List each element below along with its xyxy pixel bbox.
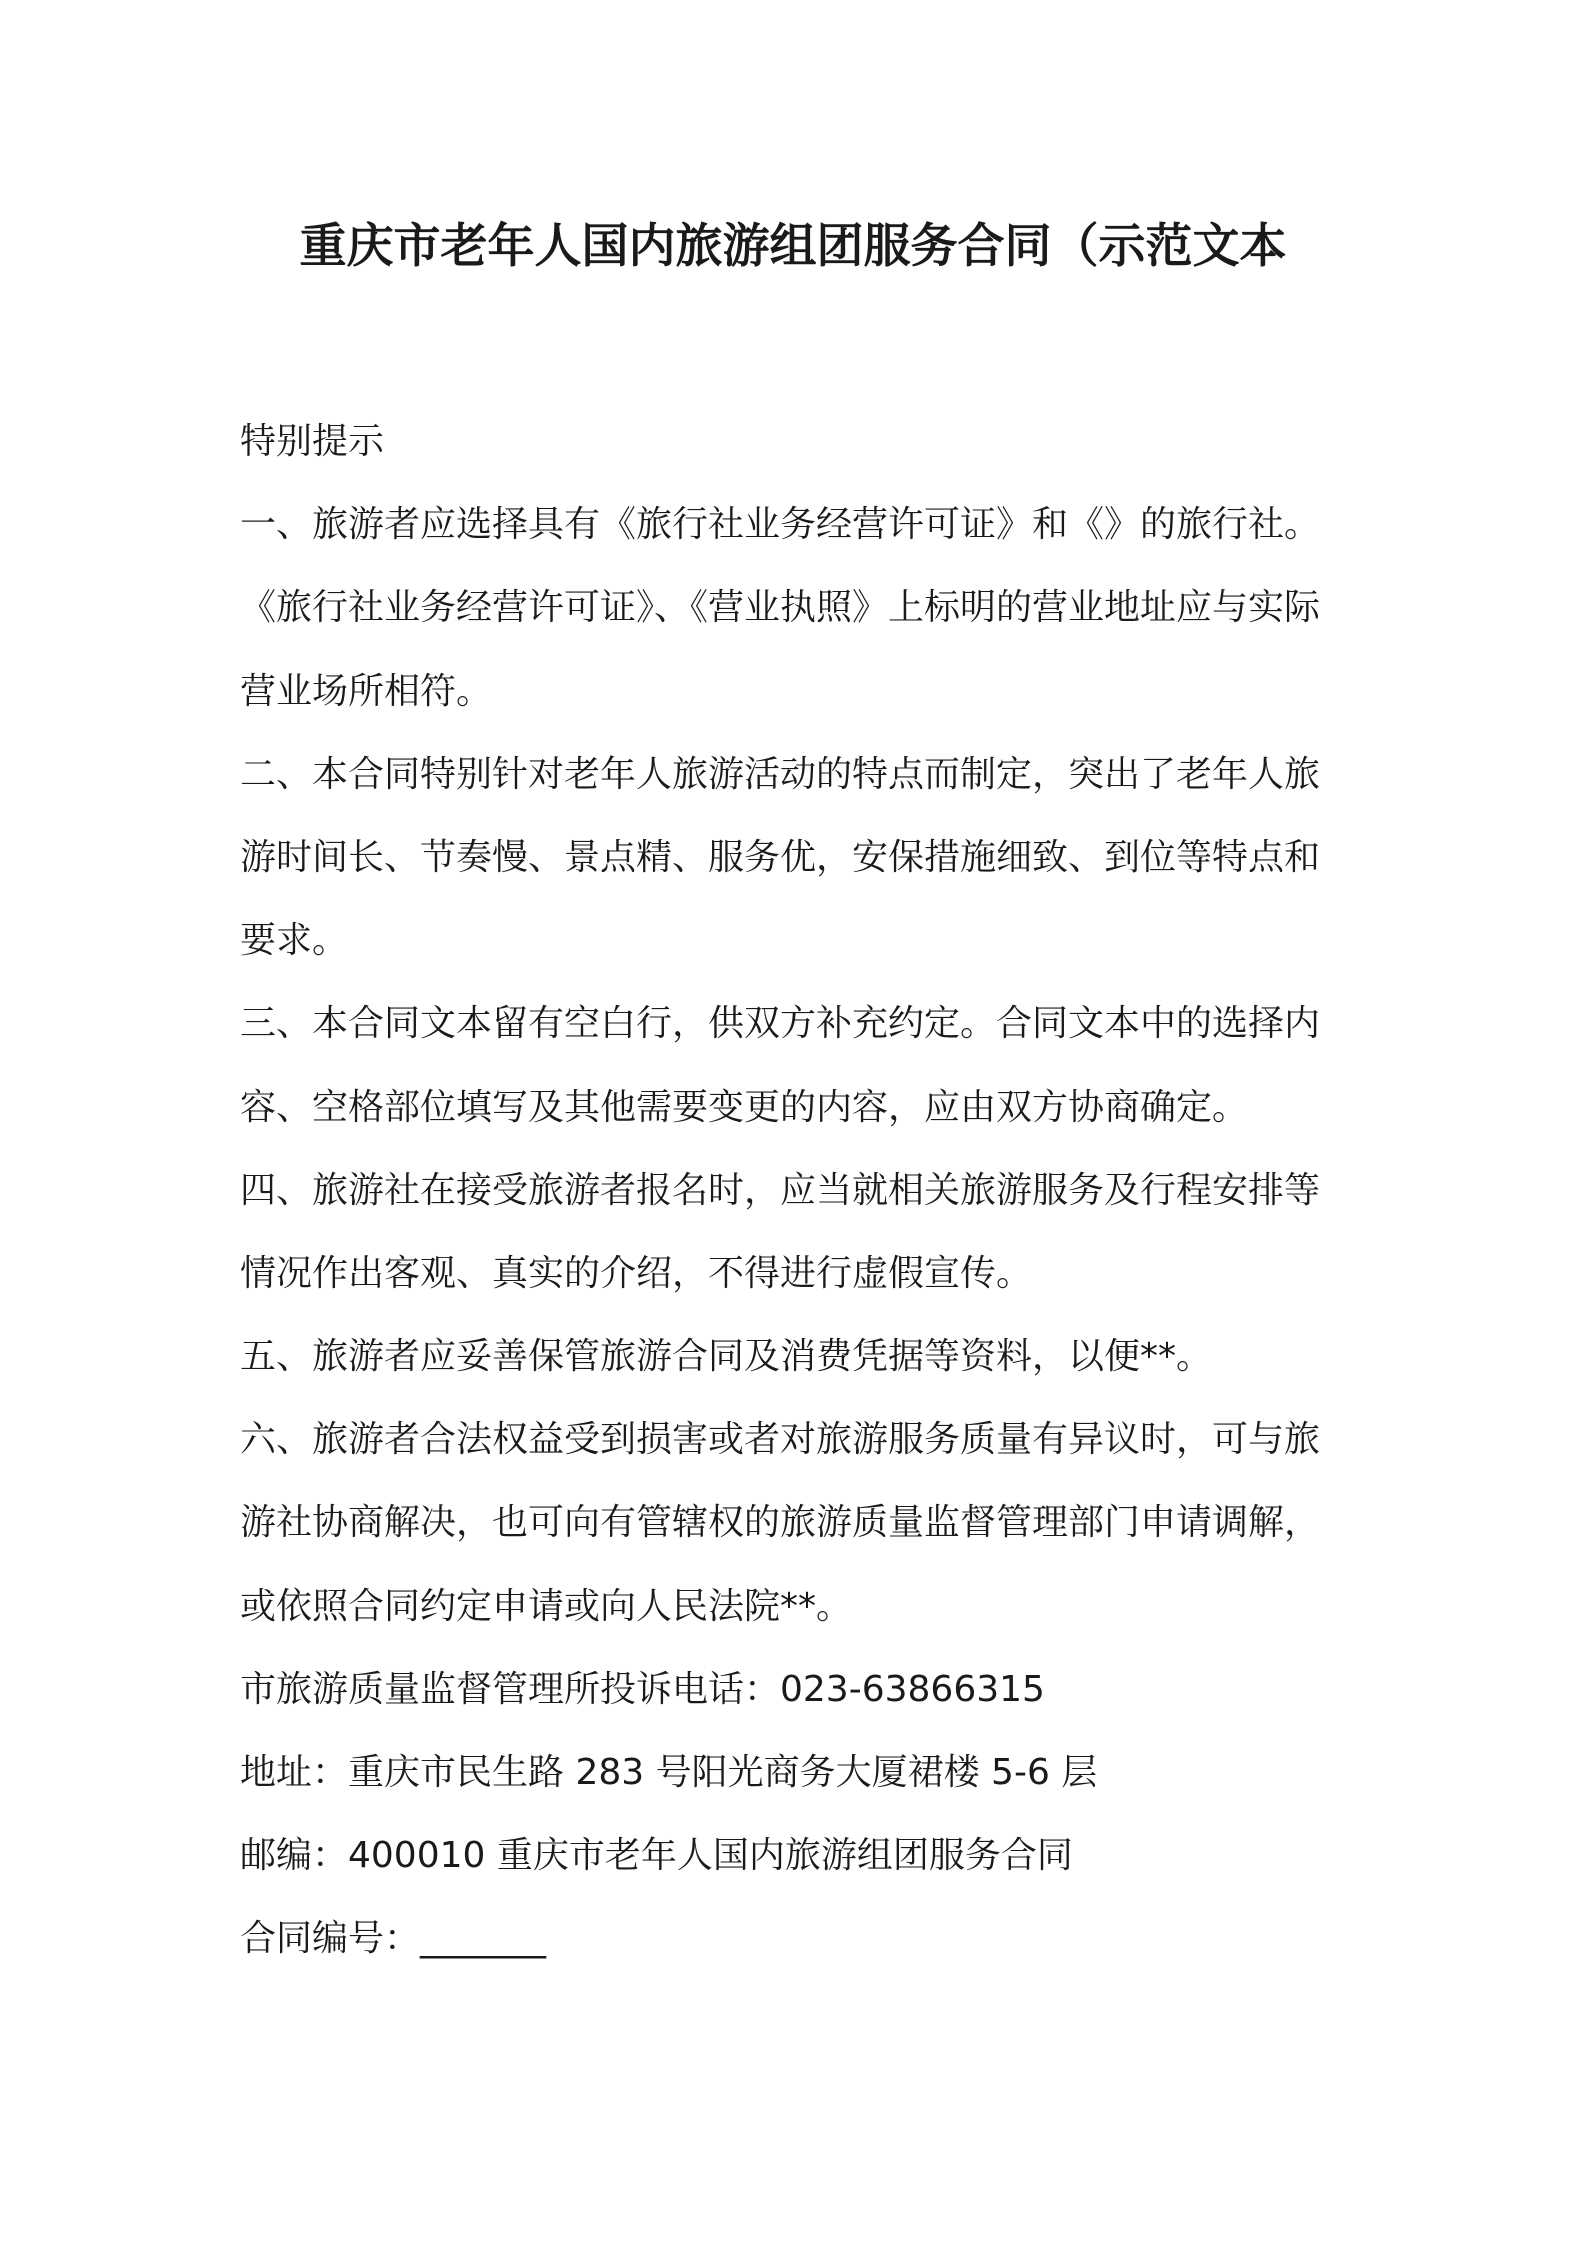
text-line: 《旅行社业务经营许可证》、《营业执照》上标明的营业地址应与实际 bbox=[240, 587, 1321, 629]
postal-code: 邮编：400010 重庆市老年人国内旅游组团服务合同 bbox=[240, 1835, 1073, 1877]
text-line: 要求。 bbox=[240, 920, 349, 962]
text-line: 营业场所相符。 bbox=[240, 670, 493, 712]
document-title: 重庆市老年人国内旅游组团服务合同（示范文本 bbox=[299, 219, 1287, 274]
text-line: 一、旅游者应选择具有《旅行社业务经营许可证》和《》的旅行社。 bbox=[240, 504, 1321, 546]
text-line: 情况作出客观、真实的介绍，不得进行虚假宣传。 bbox=[240, 1252, 1033, 1294]
text-line: 二、本合同特别针对老年人旅游活动的特点而制定，突出了老年人旅 bbox=[240, 753, 1321, 795]
text-line: 游社协商解决，也可向有管辖权的旅游质量监督管理部门申请调解， bbox=[240, 1502, 1321, 1544]
contract-number: 合同编号：_______ bbox=[240, 1918, 547, 1960]
text-line: 五、旅游者应妥善保管旅游合同及消费凭据等资料，以便**。 bbox=[240, 1336, 1213, 1378]
document-body bbox=[240, 400, 1360, 1981]
address: 地址：重庆市民生路 283 号阳光商务大厦裙楼 5-6 层 bbox=[240, 1752, 1098, 1793]
special-notice-heading: 特别提示 bbox=[240, 421, 385, 462]
complaint-phone: 市旅游质量监督管理所投诉电话：023-63866315 bbox=[240, 1668, 1045, 1710]
text-line: 或依照合同约定申请或向人民法院**。 bbox=[240, 1585, 853, 1627]
text-line: 三、本合同文本留有空白行，供双方补充约定。合同文本中的选择内 bbox=[240, 1003, 1321, 1045]
text-line: 六、旅游者合法权益受到损害或者对旅游服务质量有异议时，可与旅 bbox=[240, 1419, 1321, 1461]
text-line: 四、旅游社在接受旅游者报名时，应当就相关旅游服务及行程安排等 bbox=[240, 1169, 1321, 1211]
text-line: 容、空格部位填写及其他需要变更的内容，应由双方协商确定。 bbox=[240, 1086, 1249, 1128]
text-line: 游时间长、节奏慢、景点精、服务优，安保措施细致、到位等特点和 bbox=[240, 836, 1321, 878]
